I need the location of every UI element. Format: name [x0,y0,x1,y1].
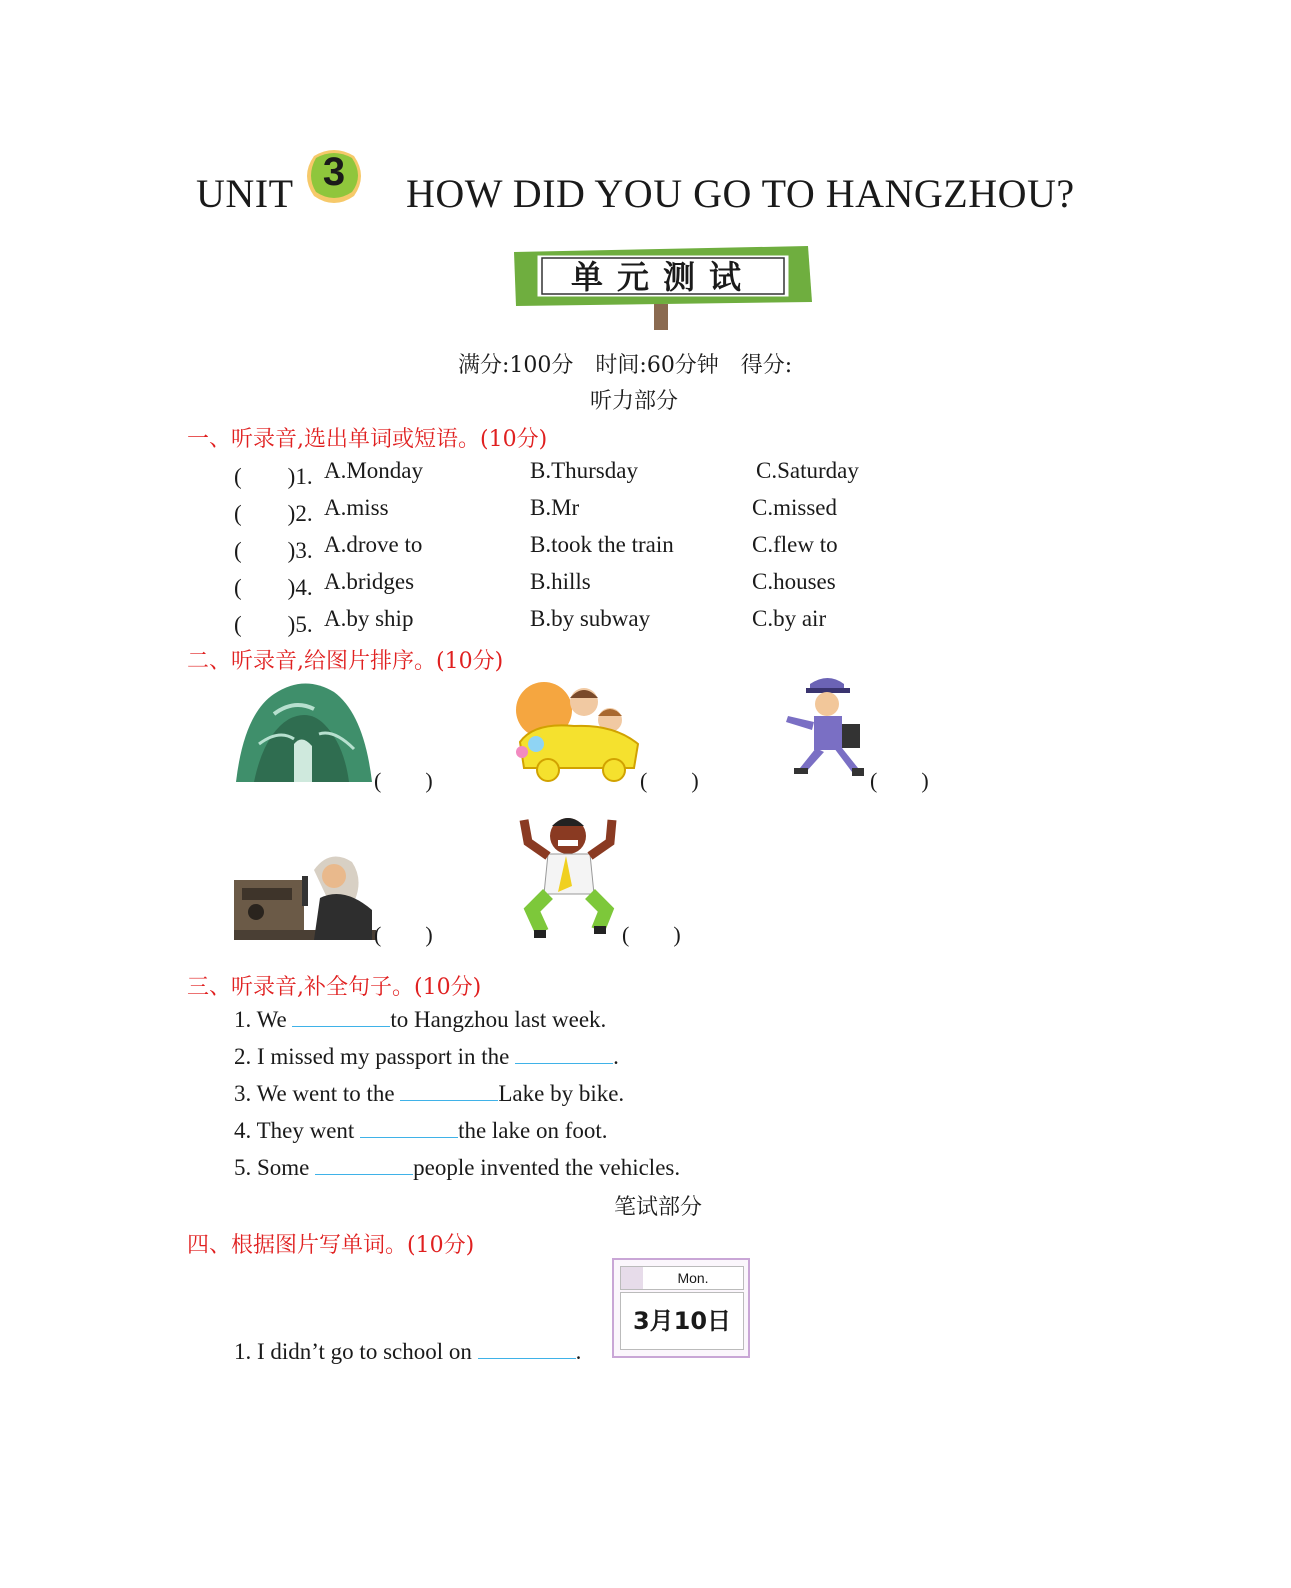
s1-item-4-c: C.houses [752,569,836,594]
s3-item-4: 4. They went the lake on foot. [234,1118,608,1143]
unit-test-banner: 单元测试 [508,242,818,332]
paren-pic2: ( ) [640,768,699,793]
s1-item-1-c: C.Saturday [756,458,859,483]
s1-item-2-b: B.Mr [530,495,580,520]
s1-item-5-a: A.by ship [324,606,414,631]
answer-blank[interactable] [515,1043,613,1064]
answer-blank[interactable] [478,1338,576,1359]
s1-item-3-b: B.took the train [530,532,674,557]
s3-item-2: 2. I missed my passport in the . [234,1044,619,1069]
unit-number-badge: 3 [304,148,364,206]
running-boy-picture [782,672,872,784]
s1-item-2-num: ( )2. [234,501,313,526]
answer-blank[interactable] [400,1080,498,1101]
paren-pic4: ( ) [374,922,433,947]
paren-pic5: ( ) [622,922,681,947]
paren-pic1: ( ) [374,768,433,793]
s4-item-1: 1. I didn’t go to school on . [234,1339,582,1364]
s1-item-1-a: A.Monday [324,458,424,483]
s3-item-1: 1. We to Hangzhou last week. [234,1007,607,1032]
s1-item-2-c: C.missed [752,495,837,520]
answer-blank[interactable] [360,1117,458,1138]
s1-item-3-c: C.flew to [752,532,838,557]
calendar-picture [612,1258,750,1358]
hills-picture [234,674,374,784]
section1-heading: 一、听录音,选出单词或短语。(10分) [187,427,548,452]
s1-item-3-num: ( )3. [234,538,313,563]
s1-item-1-b: B.Thursday [530,458,638,483]
angry-man-picture [514,806,626,940]
paren-pic3: ( ) [870,768,929,793]
section2-heading: 二、听录音,给图片排序。(10分) [187,649,504,674]
s1-item-4-b: B.hills [530,569,591,594]
page-title: HOW DID YOU GO TO HANGZHOU? [406,171,1075,216]
s1-item-4-num: ( )4. [234,575,313,600]
section4-heading: 四、根据图片写单词。(10分) [187,1233,475,1258]
s1-item-1-num: ( )1. [234,464,313,489]
s3-item-3: 3. We went to the Lake by bike. [234,1081,625,1106]
s1-item-2-a: A.miss [324,495,389,520]
score-info: 满分:100分 时间:60分钟 得分: [458,353,793,378]
s3-item-5: 5. Some people invented the vehicles. [234,1155,681,1180]
s1-item-5-num: ( )5. [234,612,313,637]
unit-label: UNIT [196,171,294,216]
writing-part-label: 笔试部分 [614,1195,703,1220]
answer-blank[interactable] [315,1154,413,1175]
inventor-telephone-picture [234,840,376,940]
kids-car-picture [514,672,642,784]
s1-item-5-b: B.by subway [530,606,651,631]
s1-item-3-a: A.drove to [324,532,423,557]
section3-heading: 三、听录音,补全句子。(10分) [187,975,482,1000]
s1-item-4-a: A.bridges [324,569,415,594]
answer-blank[interactable] [292,1006,390,1027]
s1-item-5-c: C.by air [752,606,827,631]
calendar-date: 3月10日 [620,1292,744,1350]
listening-part-label: 听力部分 [590,389,679,414]
calendar-day: Mon. [677,1270,709,1286]
